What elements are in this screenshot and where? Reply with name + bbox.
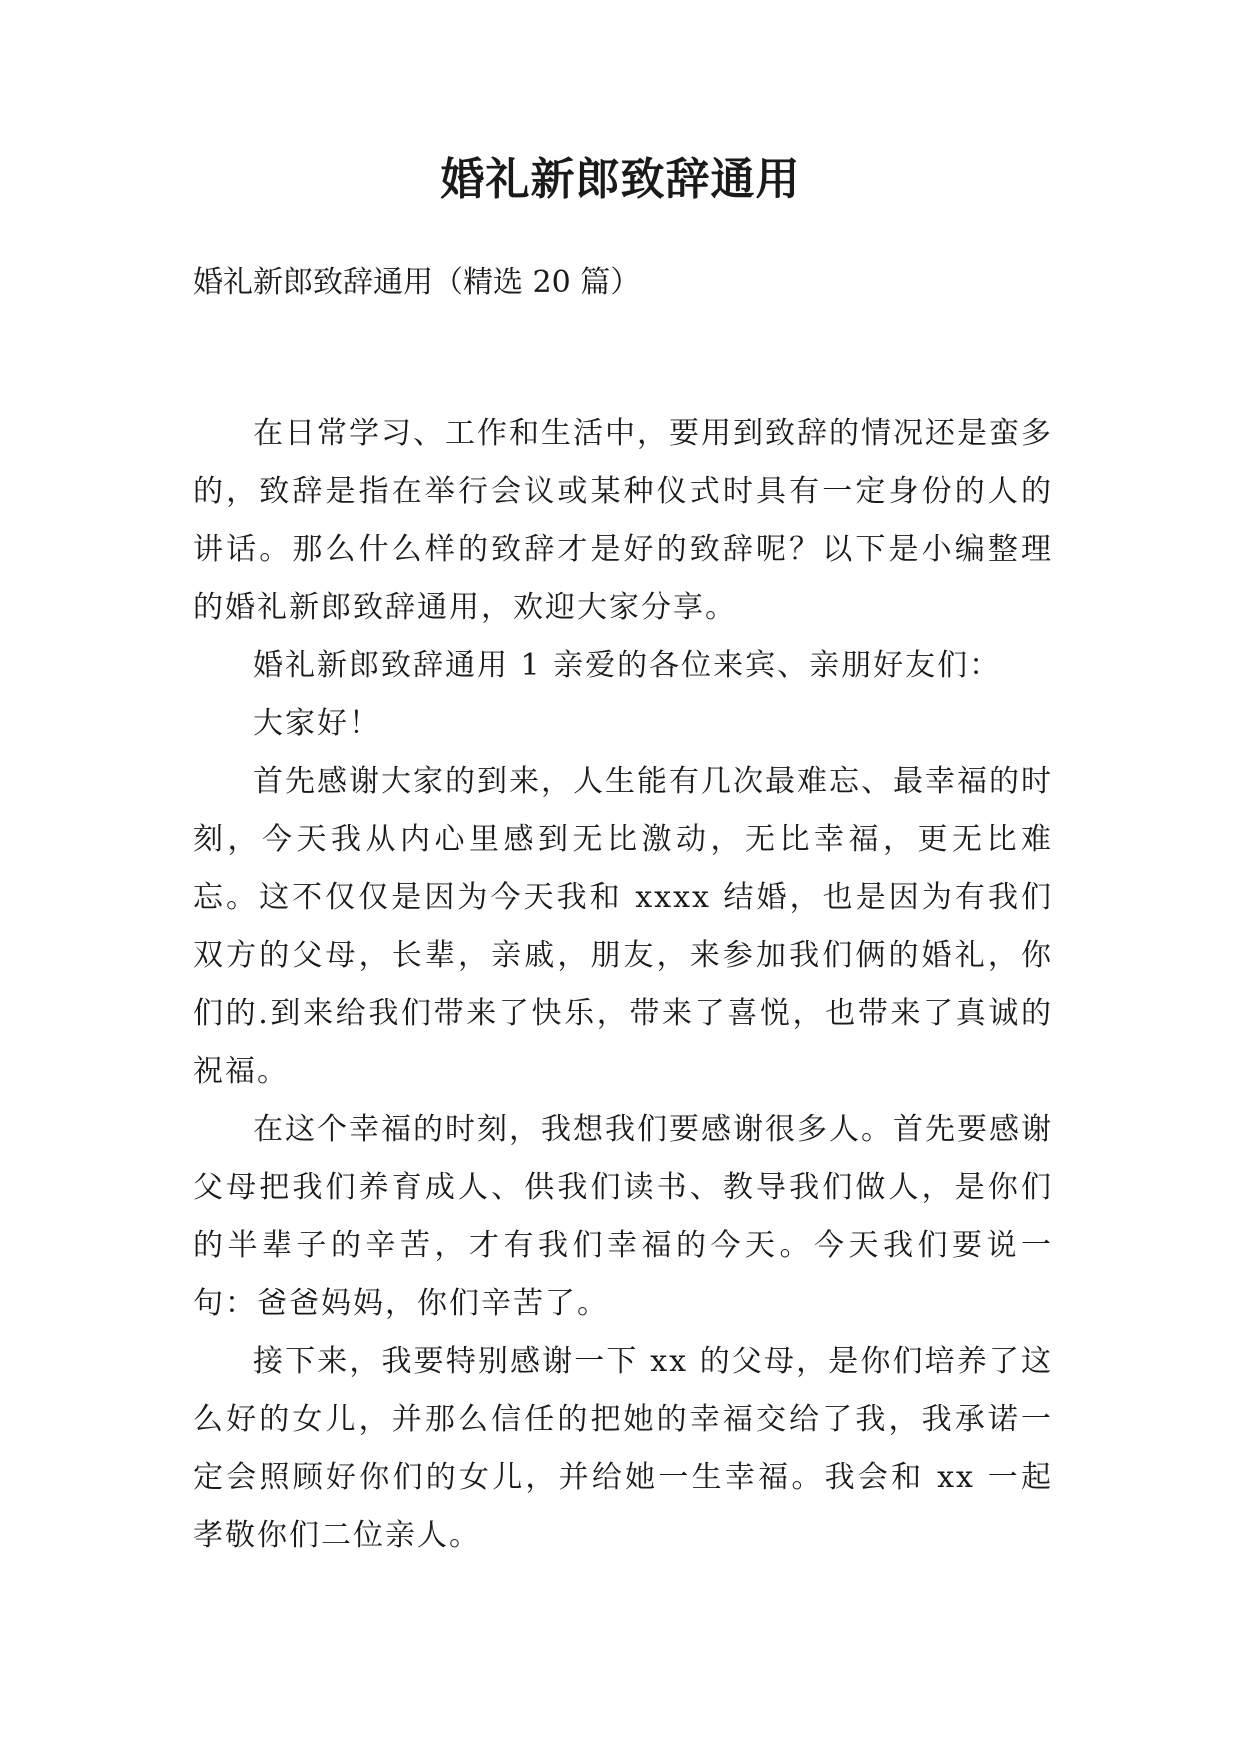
paragraph-parents: 在这个幸福的时刻，我想我们要感谢很多人。首先要感谢父母把我们养育成人、供我们读书、教导我们做人，是你们的半辈子的辛苦，才有我们幸福的今天。今天我们要说一句：爸爸妈妈，你们辛苦了。 [193, 1112, 1053, 1321]
paragraph-greeting: 大家好！ [253, 706, 381, 741]
paragraph-thanks: 首先感谢大家的到来，人生能有几次最难忘、最幸福的时刻，今天我从内心里感到无比激动，无比幸福，更无比难忘。这不仅仅是因为今天我和 xxxx 结婚，也是因为有我们双方的父母，长辈，亲戚，朋友，来参加我们俩的婚礼，你们的.到来给我们带来了快乐，带来了喜悦，也带来了真诚的祝福。 [193, 764, 1053, 1089]
document-subtitle: 婚礼新郎致辞通用（精选 20 篇） [193, 265, 641, 300]
document-body [193, 405, 1053, 1565]
paragraph-greeting-heading: 婚礼新郎致辞通用 1 亲爱的各位来宾、亲朋好友们： [253, 648, 1002, 683]
document-title: 婚礼新郎致辞通用 [440, 154, 801, 205]
paragraph-intro: 在日常学习、工作和生活中，要用到致辞的情况还是蛮多的，致辞是指在举行会议或某种仪式时具有一定身份的人的讲话。那么什么样的致辞才是好的致辞呢？以下是小编整理的婚礼新郎致辞通用，欢迎大家分享。 [193, 416, 1053, 625]
paragraph-in-laws: 接下来，我要特别感谢一下 xx 的父母，是你们培养了这么好的女儿，并那么信任的把她的幸福交给了我，我承诺一定会照顾好你们的女儿，并给她一生幸福。我会和 xx 一起孝敬你们二位亲人。 [193, 1344, 1053, 1553]
